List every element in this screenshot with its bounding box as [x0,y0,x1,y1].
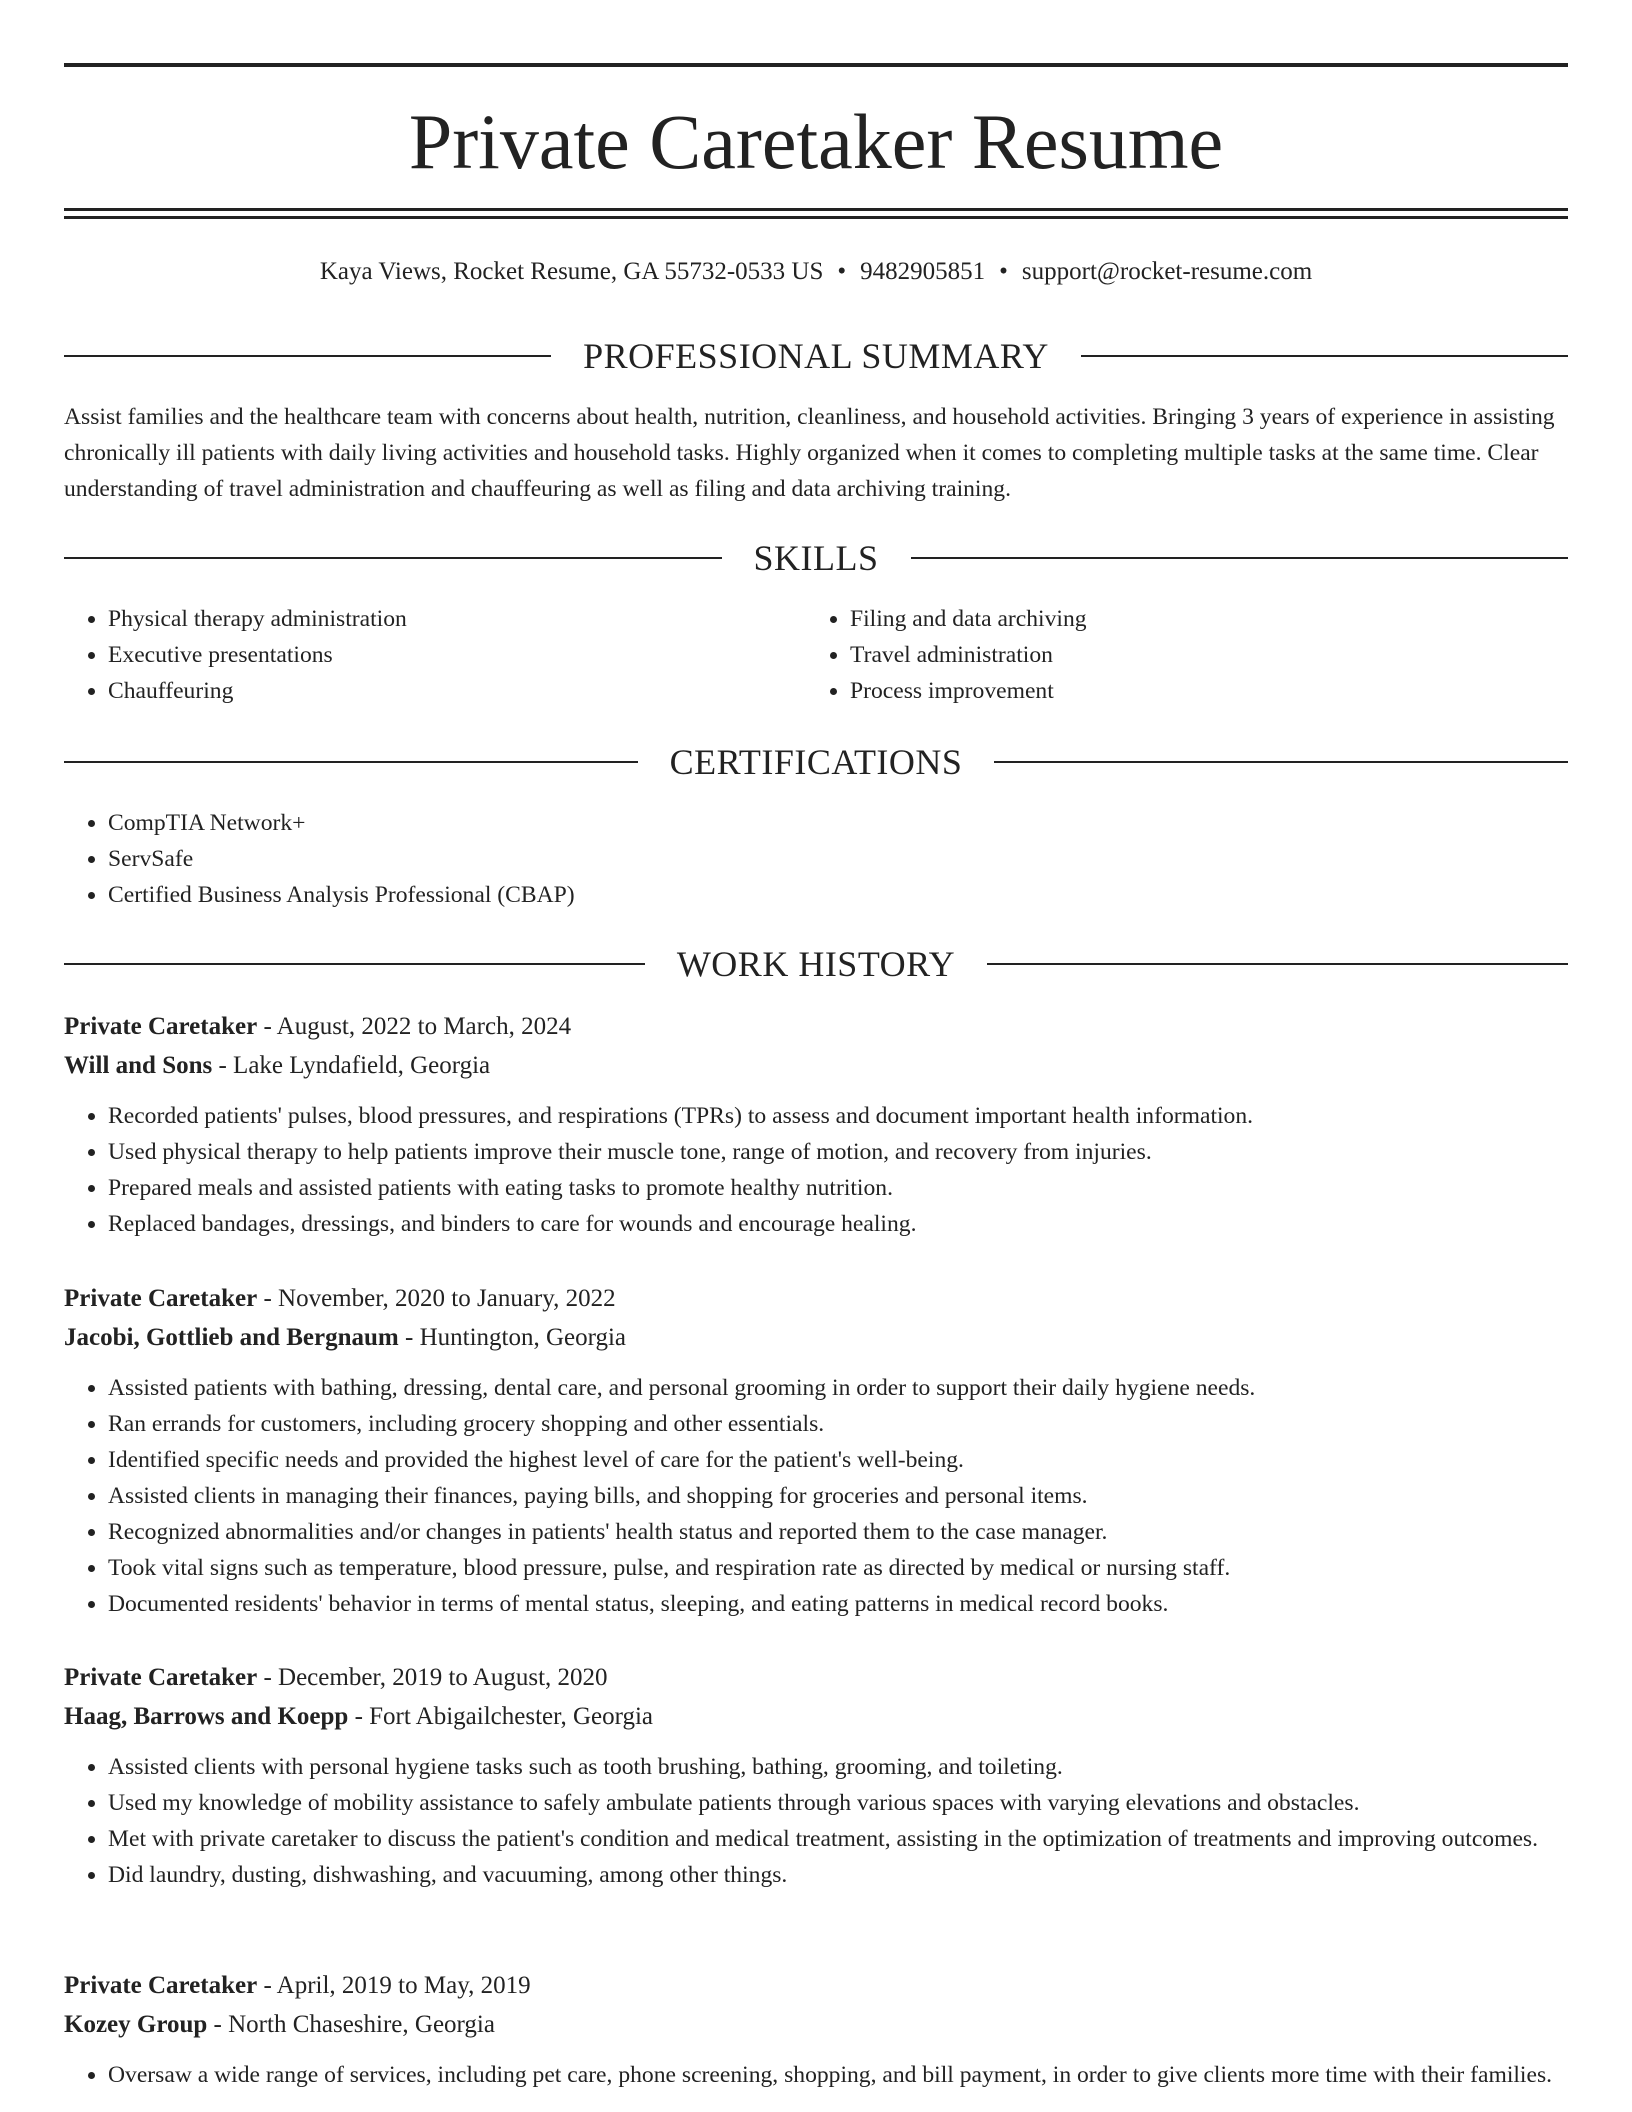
job-dates: - April, 2019 to May, 2019 [257,1972,531,1999]
job-bullets [64,1098,1568,1242]
job-company-line [64,1046,1568,1085]
heading-rule [64,963,645,965]
job-bullet: • Did laundry, dusting, dishwashing, and vacuuming, among other things. [108,1857,1568,1893]
job-entry [64,1966,1568,2093]
section-title: SKILLS [753,538,879,578]
skill-item: • Filing and data archiving [850,601,1506,637]
job-bullets [64,1749,1568,1893]
certification-item: • Certified Business Analysis Professional (CBAP) [108,877,1464,913]
certifications-list [64,805,1464,913]
section-heading-work-history [64,942,1568,986]
skill-item: • Chauffeuring [108,673,764,709]
job-company: Will and Sons [64,1052,213,1079]
job-company: Jacobi, Gottlieb and Bergnaum [64,1324,399,1351]
summary-text: Assist families and the healthcare team with concerns about health, nutrition, cleanliness, and household activities. Bringing 3 years of experience in assisting chronically ill patients with daily living activities and household tasks. Highly organized when it comes to completing multiple tasks at the same time. Clear understanding of travel administration and chauffeuring as well as filing and data archiving training. [64,404,1555,502]
job-bullet: • Assisted clients in managing their finances, paying bills, and shopping for groceries and personal items. [108,1478,1568,1514]
job-title-line [64,1279,1568,1318]
job-bullets [64,2057,1568,2093]
skill-item: • Executive presentations [108,637,764,673]
job-bullet: • Assisted clients with personal hygiene tasks such as tooth brushing, bathing, grooming, and toileting. [108,1749,1568,1785]
skills-list [64,601,764,709]
section-title: PROFESSIONAL SUMMARY [583,336,1049,376]
job-bullet: • Oversaw a wide range of services, including pet care, phone screening, shopping, and bill payment, in order to give clients more time with their families. [108,2057,1568,2093]
heading-rule [987,963,1568,965]
job-title-line [64,1007,1568,1046]
job-bullet: • Took vital signs such as temperature, blood pressure, pulse, and respiration rate as directed by medical or nursing staff. [108,1550,1568,1586]
skill-item: • Physical therapy administration [108,601,764,637]
job-title: Private Caretaker [64,1013,258,1040]
skills-column-right [806,601,1506,709]
heading-rule [64,557,722,559]
job-title: Private Caretaker [64,1972,258,1999]
job-location: - Huntington, Georgia [398,1324,627,1351]
job-location: - North Chaseshire, Georgia [207,2011,495,2038]
job-bullet: • Used physical therapy to help patients improve their muscle tone, range of motion, and recovery from injuries. [108,1134,1568,1170]
job-bullet: • Used my knowledge of mobility assistance to safely ambulate patients through various spaces with varying elevations and obstacles. [108,1785,1568,1821]
job-bullets [64,1370,1568,1622]
job-bullet: • Prepared meals and assisted patients with eating tasks to promote healthy nutrition. [108,1170,1568,1206]
skill-item: • Process improvement [850,673,1506,709]
section-heading-summary [64,334,1568,378]
skill-item: • Travel administration [850,637,1506,673]
job-title: Private Caretaker [64,1664,258,1691]
contact-line [64,252,1568,292]
job-company-line [64,2005,1568,2044]
heading-rule [1081,355,1568,357]
section-title: WORK HISTORY [676,944,956,984]
section-heading-skills [64,536,1568,580]
certifications-block [64,805,1464,913]
contact-separator: • [837,258,847,285]
title-rule-upper [64,208,1568,211]
job-company-line [64,1697,1568,1736]
top-rule [64,63,1568,67]
job-bullet: • Met with private caretaker to discuss the patient's condition and medical treatment, assisting in the optimization of treatments and improving outcomes. [108,1821,1568,1857]
job-entry [64,1007,1568,1242]
resume-title: Private Caretaker Resume [408,98,1224,185]
job-bullet: • Recorded patients' pulses, blood pressures, and respirations (TPRs) to assess and document important health information. [108,1098,1568,1134]
contact-separator: • [999,258,1008,285]
contact-address: Kaya Views, Rocket Resume, GA 55732-0533 US [319,258,824,285]
job-entry [64,1279,1568,1622]
job-bullet: • Replaced bandages, dressings, and binders to care for wounds and encourage healing. [108,1206,1568,1242]
job-title: Private Caretaker [64,1285,258,1312]
job-bullet: • Documented residents' behavior in terms of mental status, sleeping, and eating patterns in medical record books. [108,1586,1568,1622]
job-company-line [64,1318,1568,1357]
skills-column-left [64,601,764,709]
contact-email: support@rocket-resume.com [1021,258,1313,285]
job-dates: - August, 2022 to March, 2024 [257,1013,572,1040]
contact-phone: 9482905851 [860,258,986,285]
certification-item: • CompTIA Network+ [108,805,1464,841]
heading-rule [64,761,638,763]
job-dates: - December, 2019 to August, 2020 [257,1664,608,1691]
heading-rule [64,355,551,357]
job-location: - Fort Abigailchester, Georgia [348,1703,654,1730]
section-title: CERTIFICATIONS [669,742,963,782]
heading-rule [994,761,1568,763]
job-dates: - November, 2020 to January, 2022 [257,1285,616,1312]
job-bullet: • Identified specific needs and provided the highest level of care for the patient's well-being. [108,1442,1568,1478]
job-company: Haag, Barrows and Koepp [64,1703,349,1730]
skills-list [806,601,1506,709]
title-rule-lower [64,216,1568,219]
certification-item: • ServSafe [108,841,1464,877]
job-title-line [64,1658,1568,1697]
job-location: - Lake Lyndafield, Georgia [212,1052,491,1079]
job-entry [64,1658,1568,1893]
job-bullet: • Assisted patients with bathing, dressing, dental care, and personal grooming in order to support their daily hygiene needs. [108,1370,1568,1406]
section-heading-certifications [64,740,1568,784]
job-bullet: • Recognized abnormalities and/or changes in patients' health status and reported them to the case manager. [108,1514,1568,1550]
heading-rule [911,557,1569,559]
job-bullet: • Ran errands for customers, including grocery shopping and other essentials. [108,1406,1568,1442]
job-company: Kozey Group [64,2011,208,2038]
job-title-line [64,1966,1568,2005]
